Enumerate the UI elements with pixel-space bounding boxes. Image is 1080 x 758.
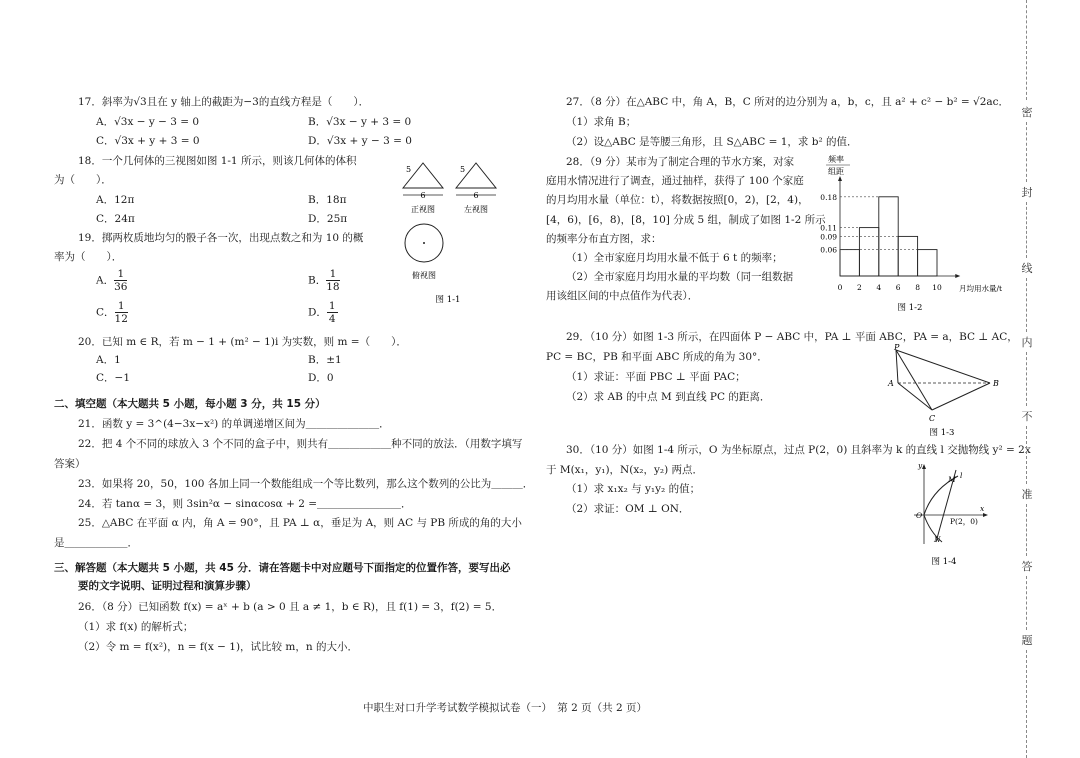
q17-option-a: A．√3x − y − 3 = 0 xyxy=(96,116,200,128)
q29-line: （1）求证：平面 PBC ⊥ 平面 PAC； xyxy=(566,371,746,383)
y-tick-label: 0.11 xyxy=(820,223,837,233)
q18-option-a: A．12π xyxy=(96,194,135,206)
q28-line: （1）全市家庭月均用水量不低于 6 t 的频率； xyxy=(566,252,783,265)
q28-line: 庭用水情况进行了调查，通过抽样，获得了 100 个家庭 xyxy=(546,175,804,188)
x-tick-label: 8 xyxy=(915,283,920,292)
seal-char: 内 xyxy=(1021,336,1033,349)
figure-1-4-parabola xyxy=(900,460,998,570)
x-tick-label: 4 xyxy=(876,283,882,292)
seal-char: 题 xyxy=(1021,634,1033,647)
y-axis-label-bottom: 组距 xyxy=(828,167,844,176)
q20-stem: 20．已知 m ∈ R，若 m − 1 + (m² − 1)i 为实数，则 m =（ ）． xyxy=(78,336,407,348)
seal-line-sidebar xyxy=(1012,0,1042,758)
q18-option-d: D．25π xyxy=(308,213,348,225)
label-B: B xyxy=(993,379,999,388)
x-tick-label: 2 xyxy=(857,283,862,292)
figure-1-1 xyxy=(392,150,512,310)
q26-part1: （1）求 f(x) 的解析式； xyxy=(78,621,194,633)
figure-1-2-caption: 图 1-2 xyxy=(897,303,923,313)
q22-cont: 答案） xyxy=(54,458,86,470)
q27-part2: （2）设△ABC 是等腰三角形，且 S△ABC = 1，求 b² 的值． xyxy=(566,136,858,148)
q19-option-a: A． $\frac{1}{36}$ xyxy=(96,268,128,293)
q29-line: PC = BC，PB 和平面 ABC 所成的角为 30°． xyxy=(546,351,768,363)
q17-stem: 17．斜率为√3且在 y 轴上的截距为−3的直线方程是（ ）． xyxy=(78,96,370,108)
y-tick-label: 0.18 xyxy=(820,192,837,202)
figure-1-4-caption: 图 1-4 xyxy=(931,557,957,567)
q30-line: 于 M(x₁，y₁)，N(x₂，y₂) 两点． xyxy=(546,463,704,476)
label-A: A xyxy=(888,379,894,388)
q18-stem-cont: 为（ ）． xyxy=(54,174,112,186)
top-view-label: 俯视图 xyxy=(412,271,436,280)
q28-line: 的月均用水量（单位：t），将数据按照[0，2)，[2，4)， xyxy=(546,194,809,207)
q18-option-c: C．24π xyxy=(96,213,135,225)
label-P: P xyxy=(894,343,900,352)
q23: 23．如果将 20，50，100 各加上同一个数能组成一个等比数列，那么这个数列的公比为＿＿＿． xyxy=(78,478,534,490)
q20-option-b: B．±1 xyxy=(308,354,342,366)
figure-1-3-caption: 图 1-3 xyxy=(929,428,955,438)
seal-char: 不 xyxy=(1021,410,1033,423)
histogram-bar xyxy=(859,228,878,276)
q28-line: 用该组区间的中点值作为代表）． xyxy=(546,290,699,303)
q19-option-b: B． $\frac{1}{18}$ xyxy=(308,268,340,293)
x-tick-label: 0 xyxy=(837,283,843,292)
section-solve-heading-cont: 要的文字说明、证明过程和演算步骤） xyxy=(78,580,257,592)
front-dim-5: 5 xyxy=(406,165,412,174)
figure-1-2-histogram xyxy=(812,150,1010,318)
page-footer: 中职生对口升学考试数学模拟试卷（一） 第 2 页（共 2 页） xyxy=(363,702,647,714)
y-axis-label-top: 频率 xyxy=(828,155,844,164)
q28-line: [4，6)，[6，8)，[8，10] 分成 5 组，制成了如图 1-2 所示 xyxy=(546,213,826,226)
q30-line: 30．（10 分）如图 1-4 所示，O 为坐标原点，过点 P(2，0) 且斜率为 k 的直线 l 交抛物线 y² = 2x xyxy=(566,444,1031,456)
seal-char: 准 xyxy=(1021,488,1033,501)
q17-option-b: B．√3x − y + 3 = 0 xyxy=(308,116,412,128)
q28-line: 的频率分布直方图，求： xyxy=(546,232,662,245)
q26-part2: （2）令 m = f(x²)，n = f(x − 1)，试比较 m，n 的大小． xyxy=(78,641,358,653)
x-axis-label: 月均用水量/t xyxy=(959,284,1003,293)
figure-1-3-tetrahedron xyxy=(882,343,1004,438)
q20-option-c: C．−1 xyxy=(96,372,131,384)
q21: 21．函数 y = 3^(4−3x−x²) 的单调递增区间为＿＿＿＿＿＿＿． xyxy=(78,418,390,430)
seal-char: 封 xyxy=(1021,186,1033,199)
seal-char: 线 xyxy=(1021,262,1033,275)
q29-line: 29．（10 分）如图 1-3 所示，在四面体 P − ABC 中，PA ⊥ 平面 ABC，PA = a，BC ⊥ AC， xyxy=(566,331,1018,343)
q18-option-b: B．18π xyxy=(308,194,347,206)
q20-option-d: D．0 xyxy=(308,372,334,384)
q27-stem: 27．（8 分）在△ABC 中，角 A，B，C 所对的边分别为 a，b，c，且 a² + c² − b² = √2ac． xyxy=(566,96,1010,108)
q17-option-d: D．√3x + y − 3 = 0 xyxy=(308,135,412,147)
front-dim-6: 6 xyxy=(420,191,426,200)
q19-option-d: D． $\frac{1}{4}$ xyxy=(308,300,336,325)
histogram-bar xyxy=(898,236,917,276)
seal-char: 答 xyxy=(1021,560,1033,573)
q30-line: （1）求 x₁x₂ 与 y₁y₂ 的值； xyxy=(566,483,701,495)
label-O: O xyxy=(916,511,923,520)
x-tick-label: 6 xyxy=(895,283,901,292)
q20-option-a: A．1 xyxy=(96,354,121,366)
side-dim-6: 6 xyxy=(473,191,479,200)
label-l: l xyxy=(960,471,963,480)
axis-label-y: y xyxy=(918,461,923,470)
q28-text xyxy=(546,153,826,307)
q29-line: （2）求 AB 的中点 M 到直线 PC 的距离． xyxy=(566,391,771,403)
label-P: P(2，0) xyxy=(950,517,978,526)
y-tick-label: 0.09 xyxy=(820,232,837,242)
section-fill-in-heading: 二、填空题（本大题共 5 小题，每小题 3 分，共 15 分） xyxy=(54,398,326,410)
q18-stem: 18．一个几何体的三视图如图 1-1 所示，则该几何体的体积 xyxy=(78,155,357,167)
section-solve-heading: 三、解答题（本大题共 5 小题，共 45 分．请在答题卡中对应题号下面指定的位置作答，要写出必 xyxy=(54,562,511,574)
figure-1-1-caption: 图 1-1 xyxy=(435,295,461,305)
q19-option-c: C． $\frac{1}{12}$ xyxy=(96,300,128,325)
label-N: N xyxy=(934,535,941,544)
q19-stem: 19．掷两枚质地均匀的骰子各一次，出现点数之和为 10 的概 xyxy=(78,232,364,244)
q28-line: 28．（9 分）某市为了制定合理的节水方案，对家 xyxy=(566,156,795,168)
y-tick-label: 0.06 xyxy=(820,245,837,255)
q25: 25．△ABC 在平面 α 内，角 A = 90°，且 PA ⊥ α，垂足为 A，则 AC 与 PB 所成的角的大小 xyxy=(78,517,522,529)
front-view-label: 正视图 xyxy=(411,205,435,214)
q28-line: （2）全市家庭月均用水量的平均数（同一组数据 xyxy=(566,271,794,284)
x-tick-label: 10 xyxy=(932,283,942,292)
q30-line: （2）求证：OM ⊥ ON． xyxy=(566,502,690,515)
label-C: C xyxy=(929,414,936,423)
histogram-bar xyxy=(918,250,937,276)
axis-label-x: x xyxy=(980,504,985,513)
side-dim-5: 5 xyxy=(460,165,466,174)
histogram-bar xyxy=(840,250,859,276)
q17-option-c: C．√3x + y + 3 = 0 xyxy=(96,135,200,147)
q22: 22．把 4 个不同的球放入 3 个不同的盒子中，则共有＿＿＿＿＿＿种不同的放法．（用数字填写 xyxy=(78,438,523,450)
q25-cont: 是＿＿＿＿＿＿． xyxy=(54,537,138,549)
q26-stem: 26．（8 分）已知函数 f(x) = aˣ + b (a > 0 且 a ≠ 1，b ∈ R)，且 f(1) = 3，f(2) = 5． xyxy=(78,601,503,613)
q24: 24．若 tanα = 3，则 3sin²α − sinαcosα + 2 =＿＿＿＿＿＿＿＿． xyxy=(78,498,412,510)
side-view-label: 左视图 xyxy=(464,205,488,214)
q27-part1: （1）求角 B； xyxy=(566,116,637,128)
seal-char: 密 xyxy=(1021,106,1033,119)
q19-stem-cont: 率为（ ）． xyxy=(54,251,123,263)
label-M: M xyxy=(948,475,956,484)
